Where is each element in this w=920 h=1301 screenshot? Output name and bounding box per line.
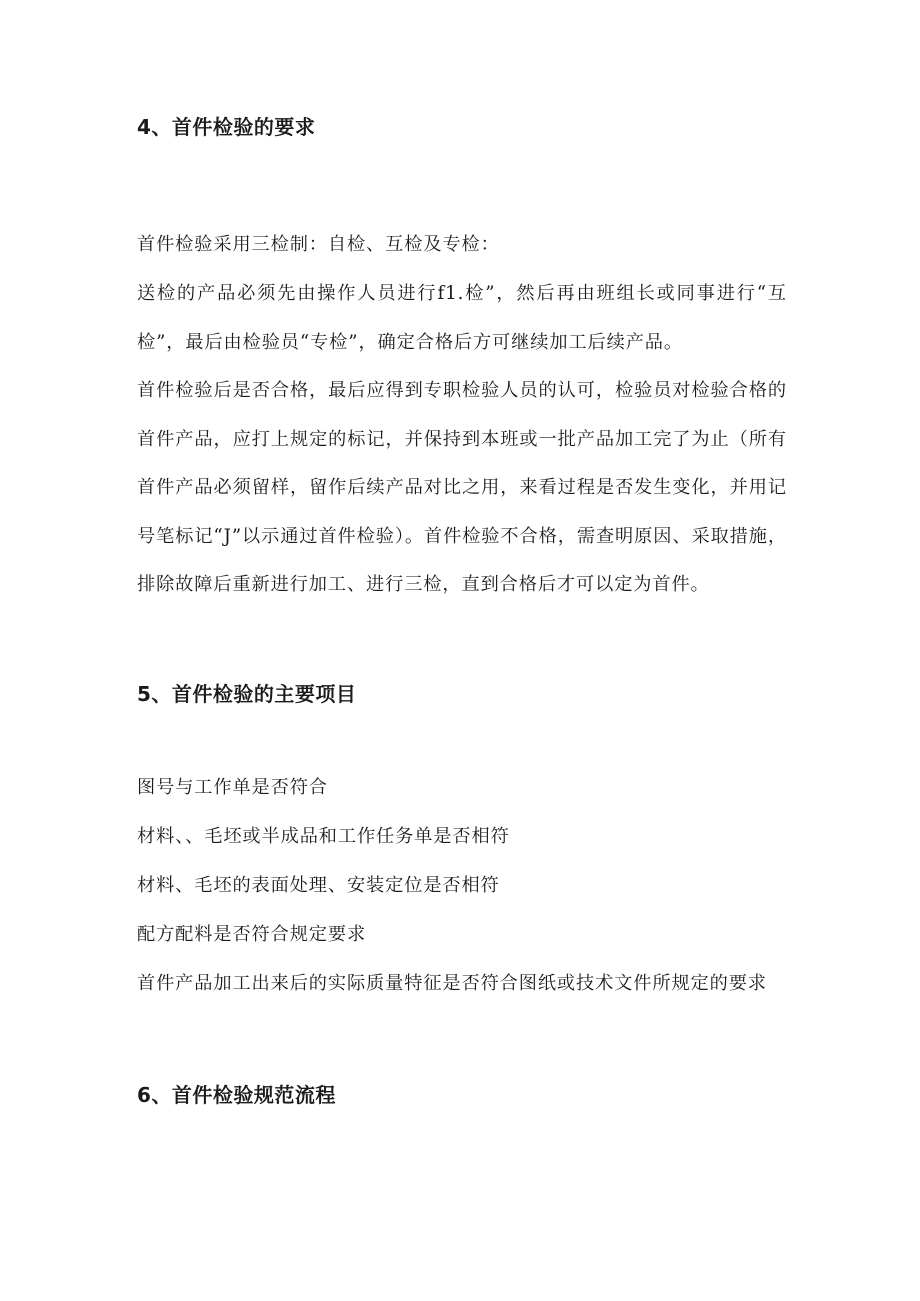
section-5-item-1: 图号与工作单是否符合 [137,777,328,798]
section-4-paragraph-2: 送检的产品必须先由操作人员进行f1.检”，然后再由班组长或同事进行“互检”，最后由检验员“专检”，确定合格后方可继续加工后续产品。 [137,283,787,353]
section-5-item-3: 材料、毛坯的表面处理、安装定位是否相符 [137,875,500,896]
section-5-item-5: 首件产品加工出来后的实际质量特征是否符合图纸或技术文件所规定的要求 [137,973,767,994]
section-6-heading: 6、首件检验规范流程 [137,1083,336,1107]
section-4-paragraph-1: 首件检验采用三检制：自检、互检及专检： [137,234,500,255]
section-4-paragraph-3: 首件检验后是否合格，最后应得到专职检验人员的认可，检验员对检验合格的首件产品，应打上规定的标记，并保持到本班或一批产品加工完了为止（所有首件产品必须留样，留作后续产品对比之用，来看过程是否发生变化，并用记号笔标记“J”以示通过首件检验）。首件检验不合格，需查明原因、采取措施，排除故障后重新进行加工、进行三检，直到合格后才可以定为首件。 [137,380,787,596]
section-5-item-4: 配方配料是否符合规定要求 [137,924,367,945]
section-5-heading: 5、首件检验的主要项目 [137,682,357,706]
section-4-heading: 4、首件检验的要求 [137,115,316,139]
section-5-item-2: 材料、、毛坯或半成品和工作任务单是否相符 [137,826,510,847]
